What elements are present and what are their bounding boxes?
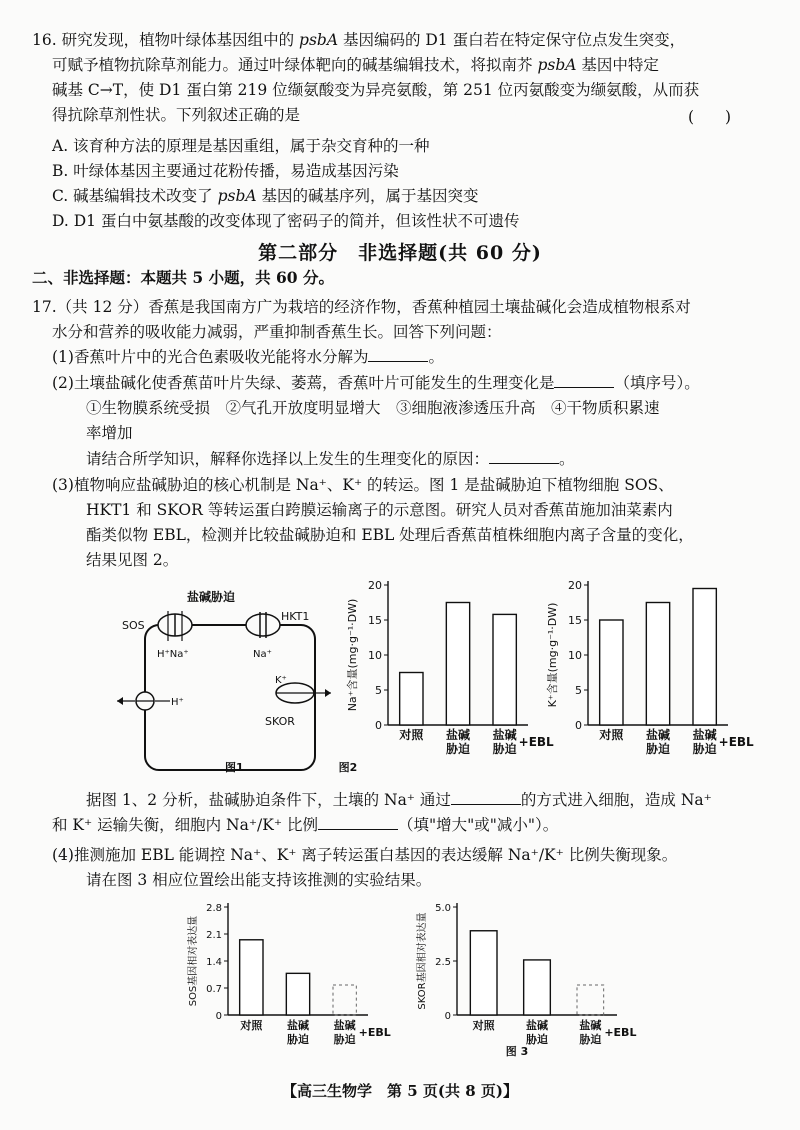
- x-tick-label: 对照: [472, 1019, 495, 1032]
- y-tick-label: 5.0: [435, 903, 451, 914]
- y-tick-label: 0: [444, 1011, 451, 1022]
- y-tick-label: 0: [575, 719, 582, 732]
- q17-options: ①生物膜系统受损 ②气孔开放度明显增大 ③细胞液渗透压升高 ④干物质积累速: [86, 399, 660, 417]
- q17-part3-l1: (3)植物响应盐碱胁迫的核心机制是 Na⁺、K⁺ 的转运。图 1 是盐碱胁迫下植物细胞 SOS、: [52, 476, 674, 494]
- blank-3[interactable]: [489, 449, 559, 464]
- bar: [400, 673, 423, 726]
- bar: [524, 960, 551, 1015]
- q16-line3: 碱基 C→T，使 D1 蛋白第 219 位缬氨酸变为异亮氨酸，第 251 位丙氨酸变为缬氨酸，从而获: [52, 81, 700, 99]
- y-tick-label: 10: [368, 649, 382, 662]
- hkt1-label: HKT1: [281, 610, 310, 623]
- q16-option-c: C. 碱基编辑技术改变了 psbA 基因的碱基序列，属于基因突变: [52, 187, 479, 205]
- y-tick-label: 0: [215, 1011, 222, 1022]
- x-tick-label: 盐碱: [526, 1019, 548, 1032]
- q17-part4-l1: (4)推测施加 EBL 能调控 Na⁺、K⁺ 离子转运蛋白基因的表达缓解 Na⁺/K⁺ 比例失衡现象。: [52, 846, 678, 864]
- x-tick-label: 胁迫: [333, 1033, 356, 1046]
- figure-2-k-chart: [540, 575, 754, 785]
- x-tick-label: 胁迫: [692, 742, 717, 756]
- bar: [493, 614, 516, 725]
- bar: [446, 603, 469, 726]
- x-tick-label: 盐碱: [692, 728, 717, 742]
- figure-3-skor-chart: [405, 895, 637, 1065]
- sos-transporter: [158, 611, 192, 641]
- q17-explain: 请结合所学知识，解释你选择以上发生的生理变化的原因： 。: [86, 450, 575, 468]
- y-axis-label: Na⁺含量(mg·g⁻¹·DW): [346, 598, 359, 712]
- q16-line4: 得抗除草剂性状。下列叙述正确的是: [52, 106, 301, 124]
- answer-paren: ( ): [688, 108, 732, 126]
- blank-4[interactable]: [451, 790, 521, 805]
- bar: [286, 973, 309, 1015]
- x-tick-label-suffix: +EBL: [718, 735, 754, 749]
- y-axis-label: K⁺含量(mg·g⁻¹·DW): [546, 602, 559, 708]
- q17-part4-l2: 请在图 3 相应位置绘出能支持该推测的实验结果。: [86, 871, 432, 889]
- q17-analysis-2: 和 K⁺ 运输失衡，细胞内 Na⁺/K⁺ 比例 （填"增大"或"减小"）。: [52, 816, 559, 834]
- x-tick-label: 胁迫: [287, 1033, 309, 1046]
- y-tick-label: 2.1: [206, 930, 222, 941]
- x-tick-label-suffix: +EBL: [604, 1026, 637, 1039]
- q17-part1: (1)香蕉叶片中的光合色素吸收光能将水分解为 。: [52, 348, 444, 366]
- q16-option-d: D. D1 蛋白中氨基酸的改变体现了密码子的简并，但该性状不可遗传: [52, 212, 520, 230]
- x-tick-label: 胁迫: [645, 742, 671, 756]
- y-tick-label: 20: [368, 579, 382, 592]
- pump-ion: H⁺: [171, 697, 184, 708]
- y-tick-label: 10: [568, 649, 582, 662]
- y-axis-label: SKOR基因相对表达量: [417, 912, 428, 1010]
- y-tick-label: 1.4: [206, 957, 222, 968]
- page-footer: 【高三生物学 第 5 页(共 8 页)】: [282, 1082, 518, 1100]
- x-tick-label: 胁迫: [492, 742, 517, 756]
- x-tick-label-suffix: +EBL: [358, 1026, 391, 1039]
- x-tick-label: 盐碱: [492, 728, 517, 742]
- y-tick-label: 15: [368, 614, 382, 627]
- figure-caption: 图 3: [505, 1045, 529, 1058]
- x-tick-label: 盐碱: [445, 728, 471, 742]
- fig1-caption: 图1: [225, 761, 244, 774]
- y-tick-label: 5: [575, 684, 582, 697]
- x-tick-label: 盐碱: [333, 1019, 356, 1032]
- part2-title: 第二部分 非选择题(共 60 分): [258, 242, 542, 264]
- q17-analysis-1: 据图 1、2 分析，盐碱胁迫条件下，土壤的 Na⁺ 通过 的方式进入细胞，造成 Na⁺: [86, 791, 712, 809]
- skor-label: SKOR: [265, 715, 295, 728]
- q17-options-cont: 率增加: [86, 424, 133, 442]
- y-tick-label: 0: [375, 719, 382, 732]
- bar: [240, 940, 263, 1015]
- bar: [646, 603, 669, 726]
- x-tick-label: 对照: [599, 728, 624, 742]
- skor-transporter: [276, 683, 331, 703]
- bar: [470, 931, 497, 1015]
- x-tick-label: 盐碱: [579, 1019, 602, 1032]
- x-tick-label: 盐碱: [645, 728, 671, 742]
- q17-part2: (2)土壤盐碱化使香蕉苗叶片失绿、萎蔫，香蕉叶片可能发生的生理变化是 （填序号）。: [52, 374, 700, 392]
- q17-part3-l4: 结果见图 2。: [86, 551, 179, 569]
- q17-line2: 水分和营养的吸收能力减弱，严重抑制香蕉生长。回答下列问题：: [52, 323, 502, 341]
- blank-2[interactable]: [554, 373, 614, 388]
- y-tick-label: 2.5: [435, 957, 451, 968]
- q17-part3-l3: 酯类似物 EBL，检测并比较盐碱胁迫和 EBL 处理后香蕉苗植株细胞内离子含量的变化，: [86, 526, 694, 544]
- x-tick-label: 胁迫: [445, 742, 471, 756]
- q16-option-b: B. 叶绿体基因主要通过花粉传播，易造成基因污染: [52, 162, 399, 180]
- figure-1: [115, 585, 345, 785]
- x-tick-label: 胁迫: [579, 1033, 602, 1046]
- x-tick-label: 盐碱: [287, 1019, 309, 1032]
- y-axis-label: SOS基因相对表达量: [188, 915, 199, 1007]
- x-tick-label: 对照: [240, 1019, 263, 1032]
- sos-ions: H⁺Na⁺: [157, 649, 189, 660]
- y-tick-label: 2.8: [206, 903, 222, 914]
- part2-subtitle: 二、非选择题：本题共 5 小题，共 60 分。: [32, 268, 334, 287]
- y-tick-label: 5: [375, 684, 382, 697]
- y-tick-label: 20: [568, 579, 582, 592]
- fig1-title: 盐碱胁迫: [187, 590, 236, 604]
- hkt1-transporter: [246, 612, 280, 638]
- figure-caption: 图2: [338, 761, 358, 774]
- x-tick-label: 胁迫: [526, 1033, 548, 1046]
- q17-line1: 17.（共 12 分）香蕉是我国南方广为栽培的经济作物，香蕉种植园土壤盐碱化会造成植物根系对: [32, 298, 691, 316]
- sos-label: SOS: [122, 619, 145, 632]
- hkt1-ion: Na⁺: [253, 649, 272, 660]
- blank-5[interactable]: [318, 815, 398, 830]
- h-pump: [117, 692, 170, 710]
- empty-bar-slot: [333, 985, 356, 1015]
- empty-bar-slot: [577, 985, 604, 1015]
- skor-ion: K⁺: [275, 675, 287, 686]
- y-tick-label: 15: [568, 614, 582, 627]
- x-tick-label-suffix: +EBL: [518, 735, 554, 749]
- x-tick-label: 对照: [399, 728, 424, 742]
- bar: [693, 589, 716, 726]
- q16-line1: 16. 研究发现，植物叶绿体基因组中的 psbA 基因编码的 D1 蛋白若在特定保守位点发生突变，: [32, 31, 686, 49]
- bar: [600, 620, 623, 725]
- figure-3-sos-chart: [180, 895, 391, 1065]
- q16-option-a: A. 该育种方法的原理是基因重组，属于杂交育种的一种: [52, 137, 430, 155]
- blank-1[interactable]: [368, 347, 428, 362]
- q17-part3-l2: HKT1 和 SKOR 等转运蛋白跨膜运输离子的示意图。研究人员对香蕉苗施加油菜素内: [86, 501, 673, 519]
- q16-line2: 可赋予植物抗除草剂能力。通过叶绿体靶向的碱基编辑技术，将拟南芥 psbA 基因中特定: [52, 56, 659, 74]
- y-tick-label: 0.7: [206, 984, 222, 995]
